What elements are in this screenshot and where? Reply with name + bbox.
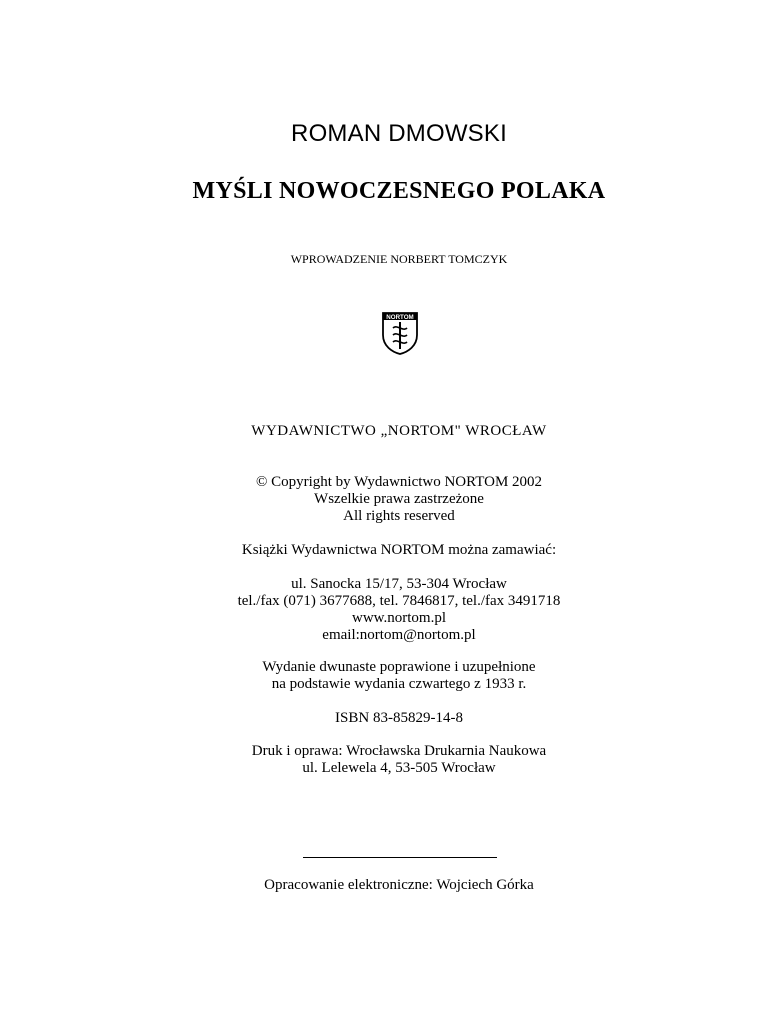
electronic-edition-credit: Opracowanie elektroniczne: Wojciech Górka xyxy=(264,877,534,893)
orders-line: Książki Wydawnictwa NORTOM można zamawiać: xyxy=(241,542,557,558)
author-name: ROMAN DMOWSKI xyxy=(291,120,507,147)
publisher-line: WYDAWNICTWO „NORTOM" WROCŁAW xyxy=(251,423,547,439)
introduction-credit: WPROWADZENIE NORBERT TOMCZYK xyxy=(290,252,508,266)
phone-line: tel./fax (071) 3677688, tel. 7846817, tel./fax 3491718 xyxy=(237,593,561,609)
printing-line-2: ul. Lelewela 4, 53-505 Wrocław xyxy=(302,760,496,776)
copyright-line: © Copyright by Wydawnictwo NORTOM 2002 xyxy=(255,474,543,490)
rights-polish: Wszelkie prawa zastrzeżone xyxy=(314,491,484,507)
edition-line-2: na podstawie wydania czwartego z 1933 r. xyxy=(271,676,527,692)
rights-english: All rights reserved xyxy=(343,508,455,524)
book-title: MYŚLI NOWOCZESNEGO POLAKA xyxy=(192,178,606,204)
nortom-shield-logo-icon xyxy=(380,309,420,355)
divider-rule xyxy=(303,857,497,858)
email-line: email:nortom@nortom.pl xyxy=(322,627,476,643)
isbn-line: ISBN 83-85829-14-8 xyxy=(335,710,463,726)
edition-line-1: Wydanie dwunaste poprawione i uzupełnione xyxy=(262,659,536,675)
logo-text: NORTOM xyxy=(386,314,414,321)
printing-line-1: Druk i oprawa: Wrocławska Drukarnia Naukowa xyxy=(251,743,547,759)
address-line: ul. Sanocka 15/17, 53-304 Wrocław xyxy=(291,576,507,592)
website-line: www.nortom.pl xyxy=(351,610,447,626)
